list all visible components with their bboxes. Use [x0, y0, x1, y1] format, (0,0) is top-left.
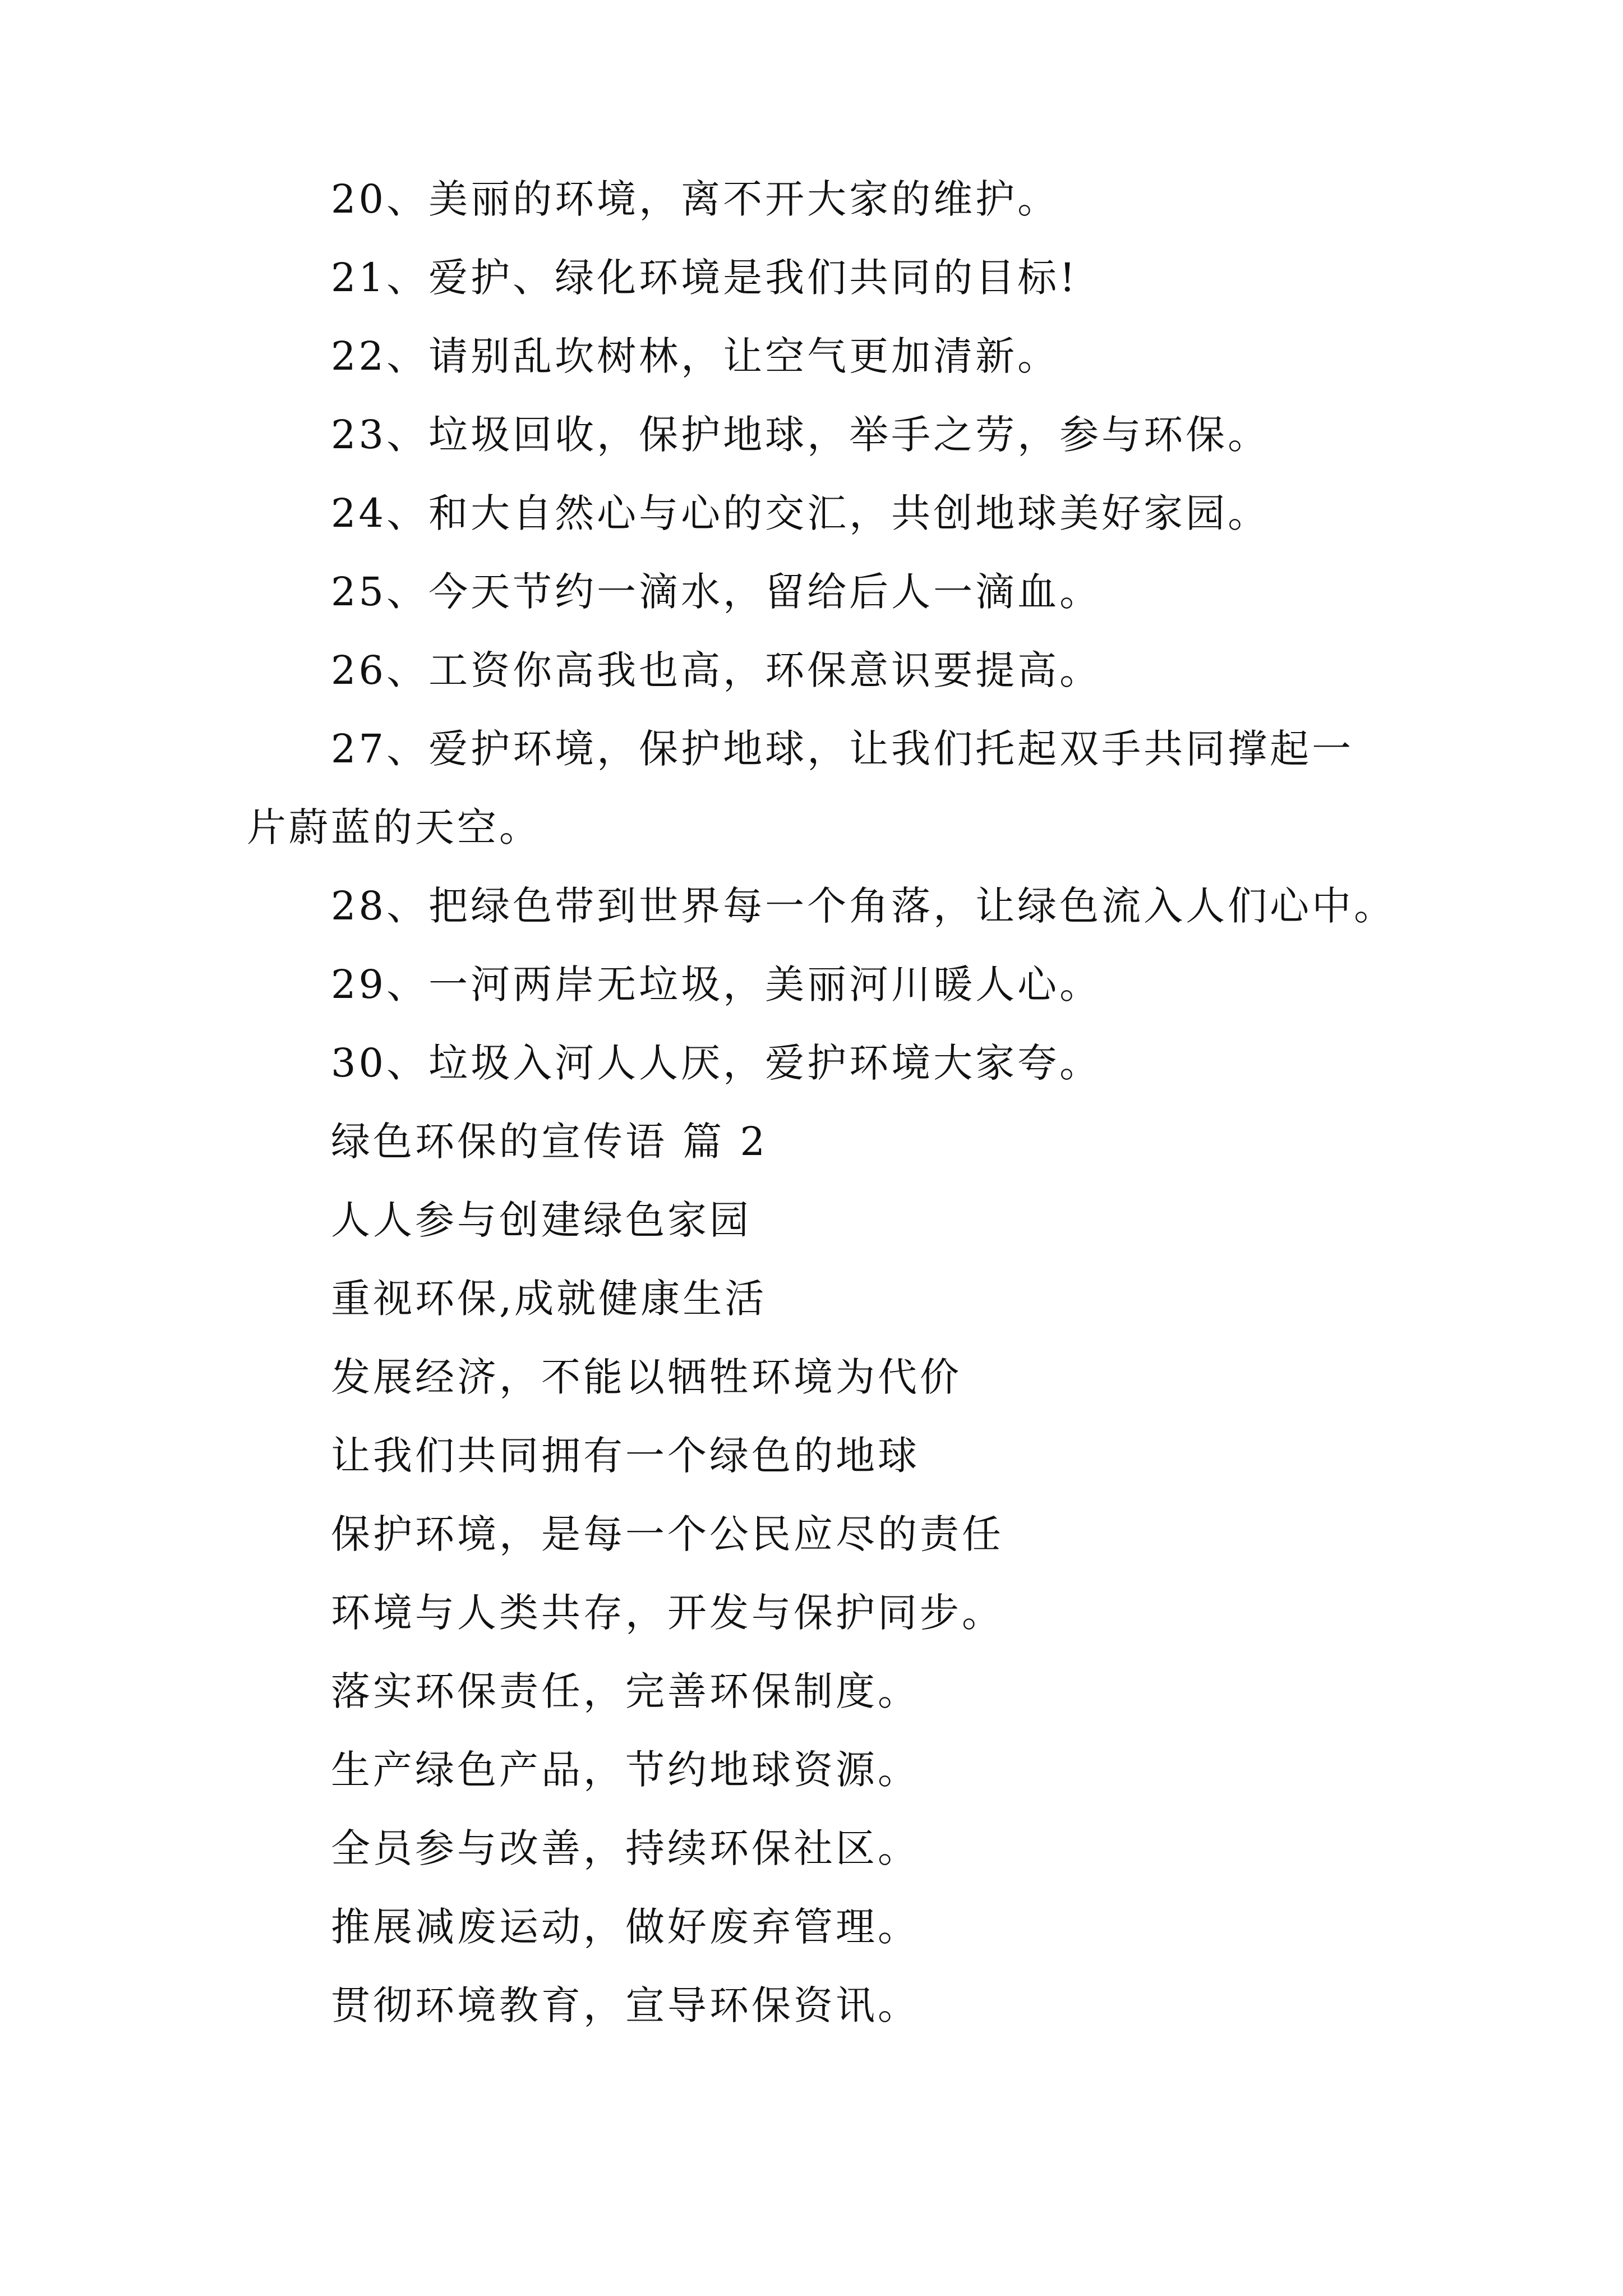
text-line-27-continued: 片蔚蓝的天空。 [247, 804, 541, 850]
slogan-line: 落实环保责任，完善环保制度。 [331, 1668, 920, 1714]
slogan-line: 环境与人类共存，开发与保护同步。 [331, 1590, 1004, 1636]
text-line-25: 25、今天节约一滴水，留给后人一滴血。 [331, 569, 1102, 615]
text-line-30: 30、垃圾入河人人厌，爱护环境大家夸。 [331, 1040, 1102, 1086]
slogan-line: 人人参与创建绿色家园 [331, 1197, 751, 1243]
slogan-line: 贯彻环境教育，宣导环保资讯。 [331, 1982, 920, 2028]
slogan-line: 保护环境，是每一个公民应尽的责任 [331, 1511, 1004, 1557]
text-line-21: 21、爱护、绿化环境是我们共同的目标! [331, 255, 1078, 301]
text-line-26: 26、工资你高我也高，环保意识要提高。 [331, 647, 1102, 693]
slogan-line: 生产绿色产品，节约地球资源。 [331, 1747, 920, 1793]
text-line-22: 22、请别乱坎树林，让空气更加清新。 [331, 333, 1060, 379]
slogan-line: 全员参与改善，持续环保社区。 [331, 1825, 920, 1871]
text-line-20: 20、美丽的环境，离不开大家的维护。 [331, 176, 1060, 222]
slogan-line: 让我们共同拥有一个绿色的地球 [331, 1433, 920, 1479]
text-line-24: 24、和大自然心与心的交汇，共创地球美好家园。 [331, 490, 1270, 536]
slogan-line: 重视环保,成就健康生活 [331, 1276, 767, 1322]
text-line-27: 27、爱护环境，保护地球，让我们托起双手共同撑起一 [331, 726, 1354, 772]
text-line-28: 28、把绿色带到世界每一个角落，让绿色流入人们心中。 [331, 883, 1396, 929]
slogan-line: 发展经济，不能以牺牲环境为代价 [331, 1354, 962, 1400]
section-heading: 绿色环保的宣传语 篇 2 [331, 1119, 768, 1165]
text-line-29: 29、一河两岸无垃圾，美丽河川暖人心。 [331, 961, 1102, 1007]
text-line-23: 23、垃圾回收，保护地球，举手之劳，参与环保。 [331, 412, 1270, 458]
slogan-line: 推展减废运动，做好废弃管理。 [331, 1904, 920, 1950]
